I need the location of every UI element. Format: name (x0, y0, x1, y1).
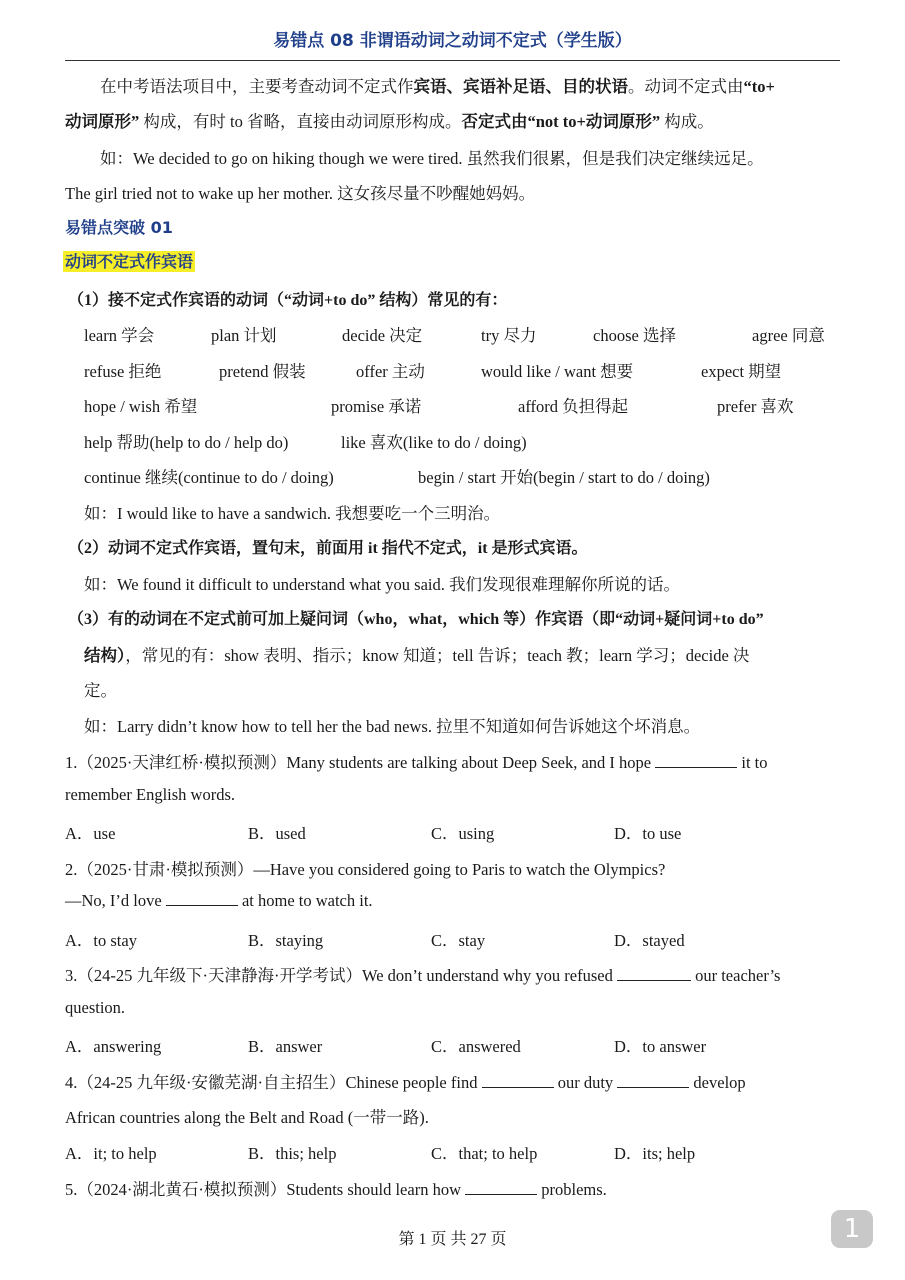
question-1 (65, 749, 768, 773)
verb-item: afford 负担得起 (518, 397, 629, 416)
answer-blank[interactable] (482, 1073, 554, 1088)
verb-item: choose 选择 (593, 326, 676, 345)
question-number: 5. (65, 1180, 78, 1199)
answer-blank[interactable] (166, 891, 238, 906)
verb-item: expect 期望 (701, 362, 782, 381)
intro-bold: 宾语、宾语补足语、目的状语 (413, 77, 628, 96)
option-d[interactable]: D．stayed (614, 931, 685, 950)
verb-item: refuse 拒绝 (84, 362, 162, 381)
question-number: 1. (65, 753, 78, 772)
question-text: our duty (553, 1073, 618, 1092)
intro-bold: 否定式由“not to+动词原形” (461, 112, 661, 131)
option-d[interactable]: D．to use (614, 824, 682, 843)
question-source: （2025·天津红桥·模拟预测） (77, 753, 287, 772)
option-a[interactable]: A．use (65, 824, 116, 843)
option-b[interactable]: B．this; help (248, 1144, 337, 1163)
question-4-cont: African countries along the Belt and Road (一带一路). (65, 1108, 429, 1127)
verb-item: continue 继续(continue to do / doing) (84, 468, 334, 487)
page-number-badge[interactable]: 1 (831, 1210, 873, 1248)
verb-item: try 尽力 (481, 326, 537, 345)
question-text: it to (737, 753, 768, 772)
intro-line-2 (65, 108, 714, 132)
option-b[interactable]: B．used (248, 824, 306, 843)
answer-blank[interactable] (655, 753, 737, 768)
intro-text: 构成，有时 to 省略，直接由动词原形构成。 (139, 112, 462, 131)
option-c[interactable]: C．that; to help (431, 1144, 538, 1163)
verb-item: would like / want 想要 (481, 362, 634, 381)
part2-example: 如：We found it difficult to understand what you said. 我们发现很难理解你所说的话。 (84, 575, 680, 594)
question-3-cont: question. (65, 998, 126, 1017)
intro-text: 在中考语法项目中，主要考查动词不定式作 (100, 77, 414, 96)
section-highlight (63, 249, 195, 272)
highlight-text: 动词不定式作宾语 (65, 252, 194, 271)
option-d[interactable]: D．to answer (614, 1037, 707, 1056)
question-source: （24-25 九年级下·天津静海·开学考试） (77, 966, 362, 985)
question-2 (65, 856, 665, 880)
question-source: （2025·甘肃·模拟预测） (77, 860, 254, 879)
verb-item: begin / start 开始(begin / start to do / doing) (418, 468, 710, 487)
option-a[interactable]: A．to stay (65, 931, 137, 950)
question-3 (65, 962, 780, 986)
verb-item: offer 主动 (356, 362, 425, 381)
answer-blank[interactable] (617, 966, 691, 981)
question-number: 4. (65, 1073, 78, 1092)
option-c[interactable]: C．using (431, 824, 495, 843)
section-title: 易错点突破 01 (65, 218, 173, 237)
option-c[interactable]: C．stay (431, 931, 486, 950)
question-text: Students should learn how (286, 1180, 466, 1199)
verb-item: learn 学会 (84, 326, 155, 345)
verb-item: like 喜欢(like to do / doing) (341, 433, 527, 452)
question-text: We don’t understand why you refused (361, 966, 617, 985)
question-5 (65, 1176, 607, 1200)
question-source: （2024·湖北黄石·模拟预测） (77, 1180, 287, 1199)
question-text: develop (689, 1073, 746, 1092)
question-source: （24-25 九年级·安徽芜湖·自主招生） (77, 1073, 346, 1092)
intro-example-1: 如：We decided to go on hiking though we were tired. 虽然我们很累，但是我们决定继续远足。 (100, 149, 764, 168)
intro-line-1 (100, 73, 775, 97)
verb-item: prefer 喜欢 (717, 397, 794, 416)
title-divider (65, 60, 840, 61)
part1-example: 如：I would like to have a sandwich. 我想要吃一个三明治。 (84, 504, 501, 523)
part3-example: 如：Larry didn’t know how to tell her the bad news. 拉里不知道如何告诉她这个坏消息。 (84, 717, 701, 736)
intro-text: 。动词不定式由 (628, 77, 744, 96)
verb-item: pretend 假装 (219, 362, 306, 381)
question-text: Many students are talking about Deep Seek, and I hope (286, 753, 656, 772)
part3-text: ，常见的有：show 表明、指示；know 知道；tell 告诉；teach 教；learn 学习；decide 决 (125, 646, 750, 665)
verb-item: plan 计划 (211, 326, 277, 345)
verb-item: decide 决定 (342, 326, 423, 345)
part3-line-3: 定。 (84, 681, 117, 700)
question-text: —No, I’d love (65, 891, 166, 910)
verb-item: hope / wish 希望 (84, 397, 198, 416)
question-2-cont (65, 891, 373, 911)
option-a[interactable]: A．answering (65, 1037, 162, 1056)
answer-blank[interactable] (465, 1180, 537, 1195)
verb-item: help 帮助(help to do / help do) (84, 433, 289, 452)
question-1-cont: remember English words. (65, 785, 236, 804)
question-text: at home to watch it. (237, 891, 373, 910)
part1-heading: （1）接不定式作宾语的动词（“动词+to do” 结构）常见的有： (68, 292, 508, 309)
question-number: 2. (65, 860, 78, 879)
question-text: our teacher’s (690, 966, 781, 985)
option-d[interactable]: D．its; help (614, 1144, 696, 1163)
intro-bold: 动词原形” (65, 112, 140, 131)
option-c[interactable]: C．answered (431, 1037, 521, 1056)
option-b[interactable]: B．answer (248, 1037, 323, 1056)
question-text: Chinese people find (345, 1073, 482, 1092)
question-text: —Have you considered going to Paris to watch the Olympics? (253, 860, 666, 879)
verb-item: promise 承诺 (331, 397, 422, 416)
question-text: problems. (537, 1180, 607, 1199)
page-title: 易错点 08 非谓语动词之动词不定式（学生版） (273, 31, 632, 51)
page-footer: 第 1 页 共 27 页 (398, 1231, 507, 1248)
question-4 (65, 1069, 746, 1093)
part3-bold: 结构） (84, 646, 126, 665)
part3-heading: （3）有的动词在不定式前可加上疑问词（who，what，which 等）作宾语（即“动词+疑问词+to do” (68, 611, 764, 628)
intro-text: 构成。 (660, 112, 714, 131)
part3-line-2 (84, 642, 749, 666)
option-b[interactable]: B．staying (248, 931, 324, 950)
verb-item: agree 同意 (752, 326, 825, 345)
answer-blank[interactable] (617, 1073, 689, 1088)
question-number: 3. (65, 966, 78, 985)
part2-heading: （2）动词不定式作宾语，置句末，前面用 it 指代不定式，it 是形式宾语。 (68, 540, 588, 557)
intro-bold: “to+ (743, 77, 775, 96)
intro-example-2: The girl tried not to wake up her mother. 这女孩尽量不吵醒她妈妈。 (65, 184, 536, 203)
option-a[interactable]: A．it; to help (65, 1144, 157, 1163)
